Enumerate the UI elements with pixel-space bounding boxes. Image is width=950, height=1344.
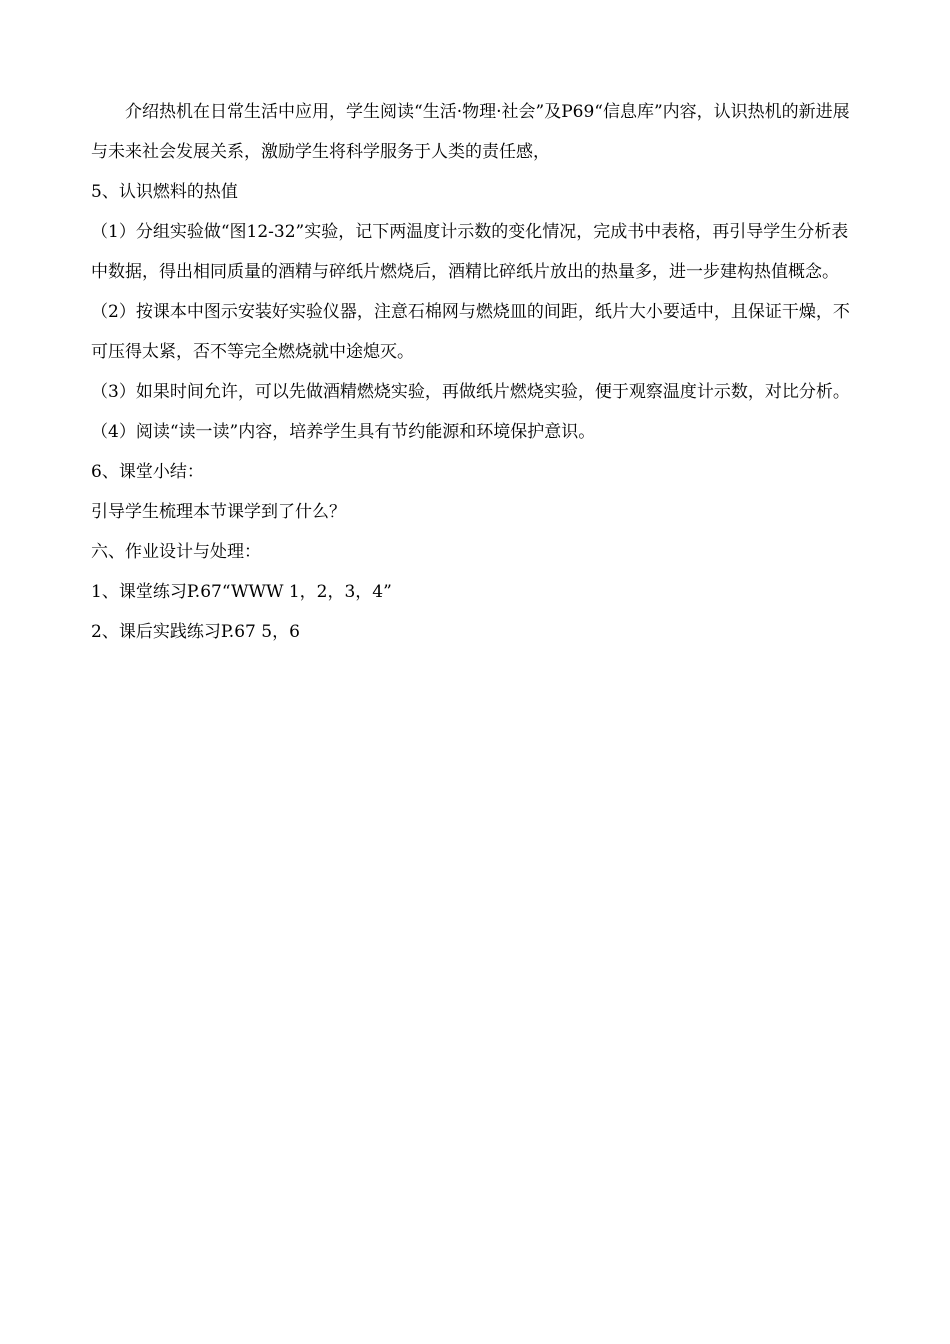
heading-homework-design: 六、作业设计与处理： — [91, 542, 261, 562]
paragraph-homework-2: 2、课后实践练习P.67 5，6 — [91, 622, 300, 642]
heading-fuel-heat-value: 5、认识燃料的热值 — [91, 182, 238, 202]
paragraph-heat-engine-intro: 介绍热机在日常生活中应用，学生阅读“生活·物理·社会”及P69“信息库”内容，认识热机的新进展与未来社会发展关系，激励学生将科学服务于人类的责任感， — [91, 102, 850, 162]
paragraph-step-4: （4）阅读“读一读”内容，培养学生具有节约能源和环境保护意识。 — [91, 422, 596, 442]
paragraph-step-2: （2）按课本中图示安装好实验仪器，注意石棉网与燃烧皿的间距，纸片大小要适中，且保证干燥，不可压得太紧，否不等完全燃烧就中途熄灭。 — [91, 302, 850, 362]
paragraph-homework-1: 1、课堂练习P.67“WWW 1，2，3，4” — [91, 582, 392, 602]
document-body — [91, 92, 857, 652]
paragraph-step-1: （1）分组实验做“图12-32”实验，记下两温度计示数的变化情况，完成书中表格，再引导学生分析表中数据，得出相同质量的酒精与碎纸片燃烧后，酒精比碎纸片放出的热量多，进一步建构热值概念。 — [91, 222, 849, 282]
paragraph-summary-text: 引导学生梳理本节课学到了什么？ — [91, 502, 346, 522]
heading-class-summary: 6、课堂小结： — [91, 462, 204, 482]
paragraph-step-3: （3）如果时间允许，可以先做酒精燃烧实验，再做纸片燃烧实验，便于观察温度计示数，对比分析。 — [91, 382, 850, 402]
